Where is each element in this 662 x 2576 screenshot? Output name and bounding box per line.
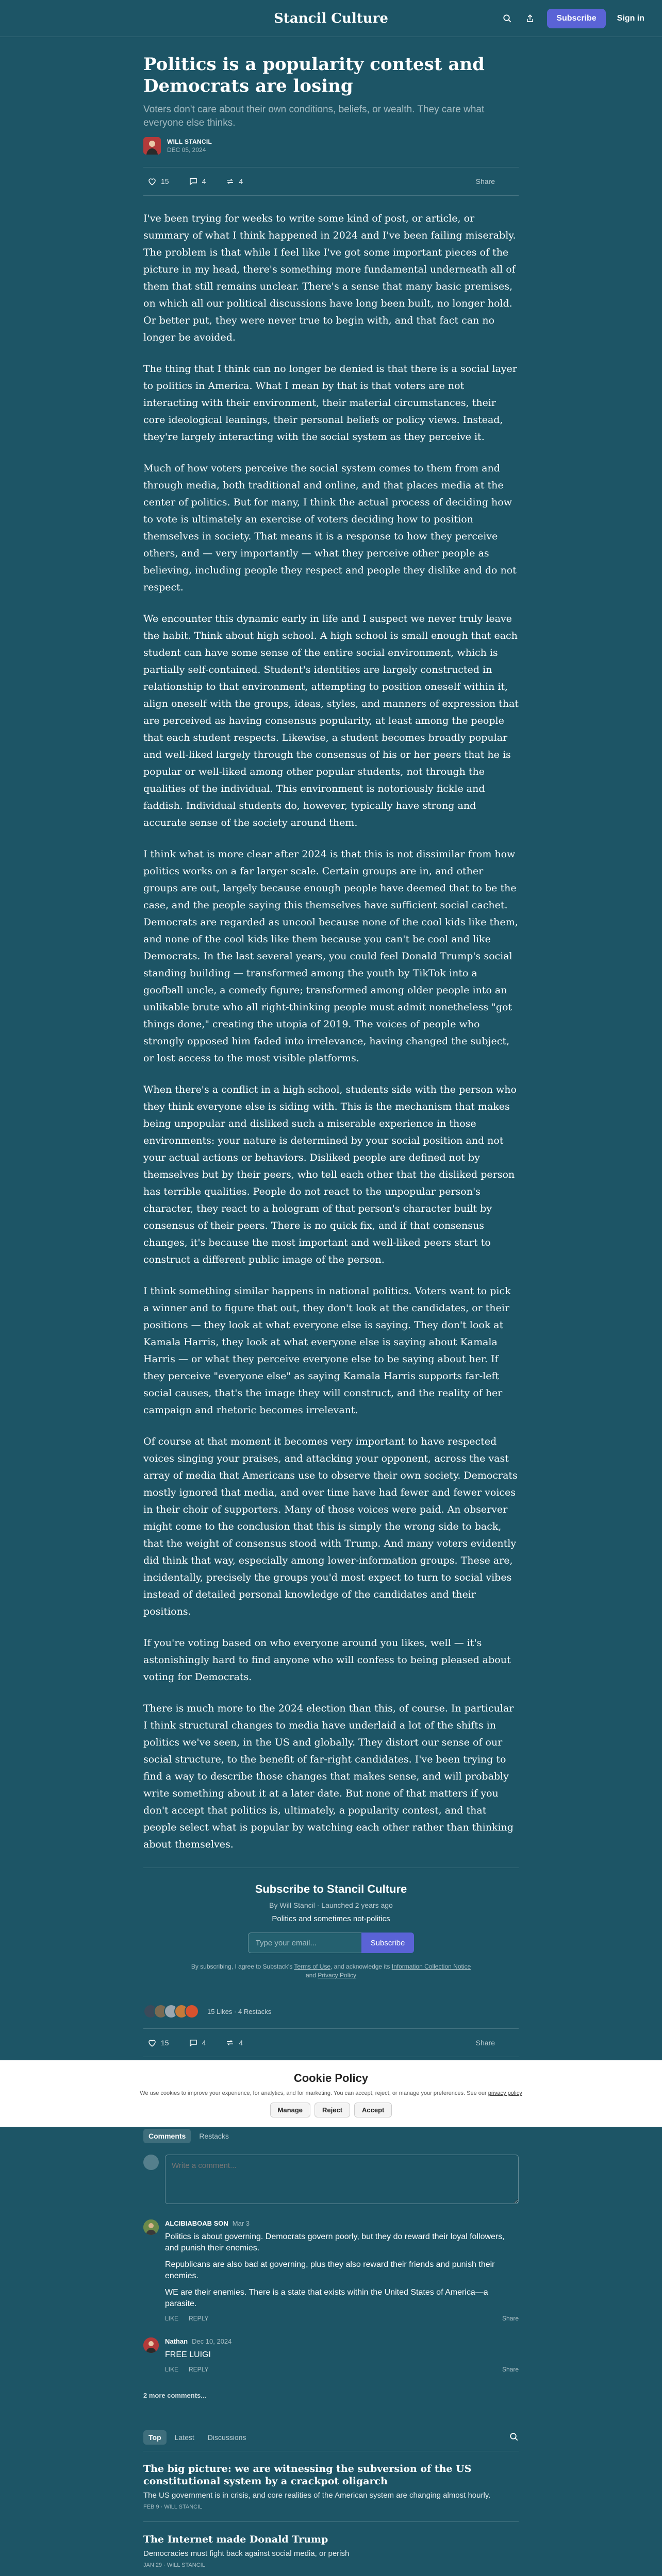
cookie-title: Cookie Policy	[293, 2072, 369, 2084]
subscribe-button[interactable]: Subscribe	[361, 1933, 415, 1953]
legal-text: , and acknowledge its	[330, 1963, 390, 1970]
body-paragraph: The thing that I think can no longer be denied is that there is a social layer to politics in America. What I mean by that is that voters are not interacting with their environment, their material circumstances, their core ideological leanings, their personal beliefs or policy views. Instead, they're largely interacting with the social system as they perceive it.	[143, 363, 517, 443]
likers-row[interactable]	[143, 1998, 519, 2024]
comment-paragraph: WE are their enemies. There is a state that exists within the United States of America—a parasite.	[165, 2288, 488, 2308]
subscribe-meta: By Will Stancil · Launched 2 years ago	[269, 1901, 393, 1909]
like-button[interactable]	[147, 2038, 169, 2047]
liker-avatar	[185, 2004, 199, 2019]
cookie-body: We use cookies to improve your experience, for analytics, and for marketing. You can accept, reject, or manage your preferences. See our	[140, 2090, 487, 2096]
cookie-manage-button[interactable]: Manage	[270, 2103, 310, 2117]
post-list-meta: FEB 9 · WILL STANCIL	[143, 2504, 203, 2510]
user-avatar	[143, 2155, 159, 2170]
comment-header	[165, 2219, 519, 2227]
cookie-privacy-link[interactable]: privacy policy	[488, 2090, 522, 2096]
search-icon[interactable]	[509, 2432, 519, 2443]
comment-button[interactable]	[189, 177, 206, 186]
comments-section	[143, 2127, 519, 2576]
body-paragraph: When there's a conflict in a high school, students side with the person who they think everyone else is siding with. This is the mechanism that makes being unpopular and disliked such a miserable experience in those environments: your nature is determined by your social position and not your actual actions or behaviors. Disliked people are defined not by themselves but by their peers, who tell each other that the disliked person has terrible qualities. People do not react to the unpopular person's character, they react to a hologram of that person's character built by consensus of their peers. There is no quick fix, and if that consensus changes, it's because the most important and well-liked peers start to construct a different public image of the person.	[143, 1084, 517, 1265]
terms-link[interactable]: Terms of Use	[294, 1963, 331, 1970]
site-title[interactable]: Stancil Culture	[274, 10, 388, 26]
share-button[interactable]: Share	[475, 177, 495, 185]
post-list-subtitle: Democracies must fight back against social media, or perish	[143, 2549, 350, 2558]
commenter-avatar[interactable]	[143, 2219, 159, 2235]
post-list-title[interactable]: The big picture: we are witnessing the subversion of the US constitutional system by a crackpot oligarch	[143, 2463, 472, 2487]
tab-comments[interactable]: Comments	[143, 2129, 191, 2143]
cookie-text	[0, 2090, 662, 2096]
commenter-name[interactable]: ALCIBIABOAB SON	[165, 2219, 228, 2227]
body-paragraph: I think something similar happens in national politics. Voters want to pick a winner and to figure that out, they don't look at the candidates, or their positions — they look at what everyone else is saying. They don't look at Kamala Harris, they look at what everyone else is saying about Kamala Harris — or what they perceive everyone else to be saying about her. If they perceive "everyone else" as saying Kamala Harris supports far-left social causes, that's the image they will construct, and the reality of her campaign and rhetoric becomes irrelevant.	[143, 1285, 511, 1416]
like-button[interactable]	[147, 177, 169, 186]
more-comments-link[interactable]: 2 more comments...	[143, 2392, 207, 2399]
info-notice-link[interactable]: Information Collection Notice	[391, 1963, 471, 1970]
comment-paragraph: Republicans are also bad at governing, plus they also reward their friends and punish their enemies.	[165, 2260, 495, 2280]
comment-date: Dec 10, 2024	[192, 2337, 232, 2345]
post-date: DEC 05, 2024	[167, 146, 206, 154]
byline-text	[167, 138, 212, 154]
post-body	[143, 210, 519, 1853]
byline	[143, 137, 519, 155]
comment-compose	[143, 2155, 519, 2204]
comment-body	[165, 2337, 519, 2373]
comment-paragraph: FREE LUIGI	[165, 2350, 211, 2359]
comment-item	[143, 2337, 519, 2373]
author-avatar[interactable]	[143, 137, 161, 155]
body-paragraph: I've been trying for weeks to write some kind of post, or article, or summary of what I think happened in 2024 and I've been failing miserably. The problem is that while I feel like I've got some important pieces of the picture in my head, there's something more fundamental underneath all of them that still remains unclear. There's a sense that many basic premises, on which all our political discussions have long been built, no longer hold. Or better put, they were never true to begin with, and that fact can no longer be avoided.	[143, 213, 516, 343]
comment-icon	[189, 2038, 198, 2047]
commenter-avatar[interactable]	[143, 2337, 159, 2353]
signin-button[interactable]: Sign in	[617, 14, 644, 23]
legal-text: and	[305, 1972, 316, 1979]
subscribe-legal	[187, 1962, 475, 1980]
post-title: Politics is a popularity contest and Democrats are losing	[143, 54, 485, 96]
like-count: 15	[161, 177, 169, 185]
tab-discussions[interactable]: Discussions	[207, 2433, 246, 2442]
comment-input[interactable]	[165, 2155, 519, 2204]
comment-like-button[interactable]: LIKE	[165, 2315, 179, 2322]
comment-item	[143, 2219, 519, 2322]
restack-icon	[225, 2038, 235, 2047]
cookie-banner	[0, 2060, 662, 2127]
cookie-accept-button[interactable]: Accept	[354, 2103, 392, 2117]
tab-top[interactable]: Top	[143, 2430, 167, 2445]
post-subtitle: Voters don't care about their own conditions, beliefs, or wealth. They care what everyone else thinks.	[143, 104, 485, 128]
subscribe-tagline: Politics and sometimes not-politics	[272, 1914, 390, 1923]
restack-button[interactable]	[225, 177, 243, 186]
comment-date: Mar 3	[232, 2219, 250, 2227]
body-paragraph: If you're voting based on who everyone around you likes, well — it's astonishingly hard to find anyone who will confess to being pleased about voting for Democrats.	[143, 1637, 511, 1683]
commenter-name[interactable]: Nathan	[165, 2337, 188, 2345]
comment-like-button[interactable]: LIKE	[165, 2366, 179, 2373]
liker-avatars	[143, 2004, 195, 2019]
comment-reply-button[interactable]: REPLY	[189, 2315, 209, 2322]
share-button[interactable]: Share	[475, 2039, 495, 2047]
site-header	[0, 0, 662, 37]
comment-button[interactable]	[189, 2038, 206, 2047]
comment-text	[165, 2349, 519, 2361]
comments-tabs	[143, 2127, 519, 2143]
post-list-subtitle: The US government is in crisis, and core realities of the American system are changing almost hourly.	[143, 2491, 491, 2500]
comment-icon	[189, 177, 198, 186]
comment-actions	[165, 2315, 519, 2322]
heart-icon	[147, 2038, 157, 2047]
share-icon[interactable]	[524, 13, 536, 24]
comment-share-button[interactable]: Share	[502, 2366, 519, 2373]
header-subscribe-button[interactable]: Subscribe	[547, 9, 605, 28]
post-list-item[interactable]	[143, 2522, 519, 2576]
restack-count: 4	[239, 2039, 243, 2047]
header-actions	[502, 0, 644, 37]
comment-count: 4	[202, 177, 206, 185]
like-count: 15	[161, 2039, 169, 2047]
restack-count: 4	[239, 177, 243, 185]
email-input[interactable]	[248, 1933, 361, 1953]
bottom-action-bar	[143, 2028, 519, 2057]
post-list-title[interactable]: The Internet made Donald Trump	[143, 2534, 328, 2545]
comment-count: 4	[202, 2039, 206, 2047]
comment-actions	[165, 2366, 519, 2373]
posts-tabs	[143, 2430, 519, 2451]
comment-paragraph: Politics is about governing. Democrats govern poorly, but they do reward their loyal followers, and punish their enemies.	[165, 2232, 505, 2252]
body-paragraph: There is much more to the 2024 election than this, of course. In particular I think structural changes to media have underlaid a lot of the shifts in politics we've seen, in the US and globally. They distort our sense of our social structure, to the benefit of far-right candidates. I've been trying to find a way to describe those changes that makes sense, and will probably write something about it at a later date. But none of that matters if you don't accept that politics is, ultimately, a popularity contest, and that people select what is popular by watching each other rather than thinking about themselves.	[143, 1703, 514, 1850]
post-list-item[interactable]	[143, 2451, 519, 2522]
search-icon[interactable]	[502, 13, 513, 24]
body-paragraph: Much of how voters perceive the social system comes to them from and through media, both traditional and online, and that places media at the center of politics. But for many, I think the actual process of deciding how to vote is ultimately an exercise of voters deciding how to position themselves in society. That means it is a response to how they perceive others, and — very importantly — what they perceive other people as believing, including people they respect and people they dislike and do not respect.	[143, 463, 517, 593]
subscribe-title: Subscribe to Stancil Culture	[255, 1883, 407, 1895]
tab-latest[interactable]: Latest	[174, 2433, 194, 2442]
comment-body	[165, 2219, 519, 2322]
restack-button[interactable]	[225, 2038, 243, 2047]
comment-share-button[interactable]: Share	[502, 2315, 519, 2322]
tab-restacks[interactable]: Restacks	[199, 2132, 229, 2140]
author-name[interactable]: WILL STANCIL	[167, 138, 212, 145]
subscribe-box	[143, 1868, 519, 1993]
body-paragraph: I think what is more clear after 2024 is that this is not dissimilar from how politics works on a far larger scale. Certain groups are in, and other groups are out, largely because enough people have deemed that to be the case, and the people saying this themselves have sufficient social cachet. Democrats are regarded as uncool because none of the cool kids like them, and none of the cool kids like them because you can't be cool and like Democrats. In the last several years, you could feel Donald Trump's social standing building — transformed among the youth by TikTok into a goofball uncle, a comedy figure; transformed among older people into an unlikable brute who all right-thinking people must admit nonetheless "got things done," creating the utopia of 2019. The voices of people who strongly opposed him faded into irrelevance, having changed the subject, or lost access to the most visible platforms.	[143, 849, 518, 1064]
post-action-bar	[143, 167, 519, 196]
heart-icon	[147, 177, 157, 186]
cookie-reject-button[interactable]: Reject	[315, 2103, 350, 2117]
body-paragraph: We encounter this dynamic early in life and I suspect we never truly leave the habit. Think about high school. A high school is small enough that each student can have some sense of the entire social environment, which is partially self-contained. Student's identities are largely constructed in relationship to that environment, attempting to position oneself within it, align oneself with the groups, ideas, styles, and manners of expression that are perceived as having consensus popularity, at least among the people that each student respects. Likewise, a student becomes broadly popular and well-liked largely through the consensus of his or her peers that he is popular or well-liked among other popular students, not through the qualities of the individual. This environment is notoriously fickle and faddish. Individual students do, however, typically have strong and accurate sense of the society around them.	[143, 613, 519, 828]
subscribe-form	[143, 1933, 519, 1953]
comment-header	[165, 2337, 519, 2345]
restack-icon	[225, 177, 235, 186]
privacy-link[interactable]: Privacy Policy	[318, 1972, 357, 1979]
legal-text: By subscribing, I agree to Substack's	[191, 1963, 293, 1970]
cookie-buttons	[0, 2103, 662, 2117]
comment-reply-button[interactable]: REPLY	[189, 2366, 209, 2373]
post-list-meta: JAN 29 · WILL STANCIL	[143, 2562, 205, 2568]
post-container	[143, 54, 519, 2057]
body-paragraph: Of course at that moment it becomes very important to have respected voices singing your praises, and attacking your opponent, across the vast array of media that Americans use to observe their own society. Democrats mostly ignored that media, and over time have had fewer and fewer voices in their choir of supporters. Many of those voices were paid. An observer might come to the conclusion that this is simply the wrong side to back, that the weight of consensus stood with Trump. And many voters evidently did think that way, especially among lower-information groups. These are, incidentally, precisely the groups you'd most expect to turn to social vibes instead of detailed personal knowledge of the candidates and their positions.	[143, 1436, 518, 1617]
likers-summary: 15 Likes · 4 Restacks	[207, 2007, 272, 2015]
comment-text	[165, 2231, 519, 2310]
